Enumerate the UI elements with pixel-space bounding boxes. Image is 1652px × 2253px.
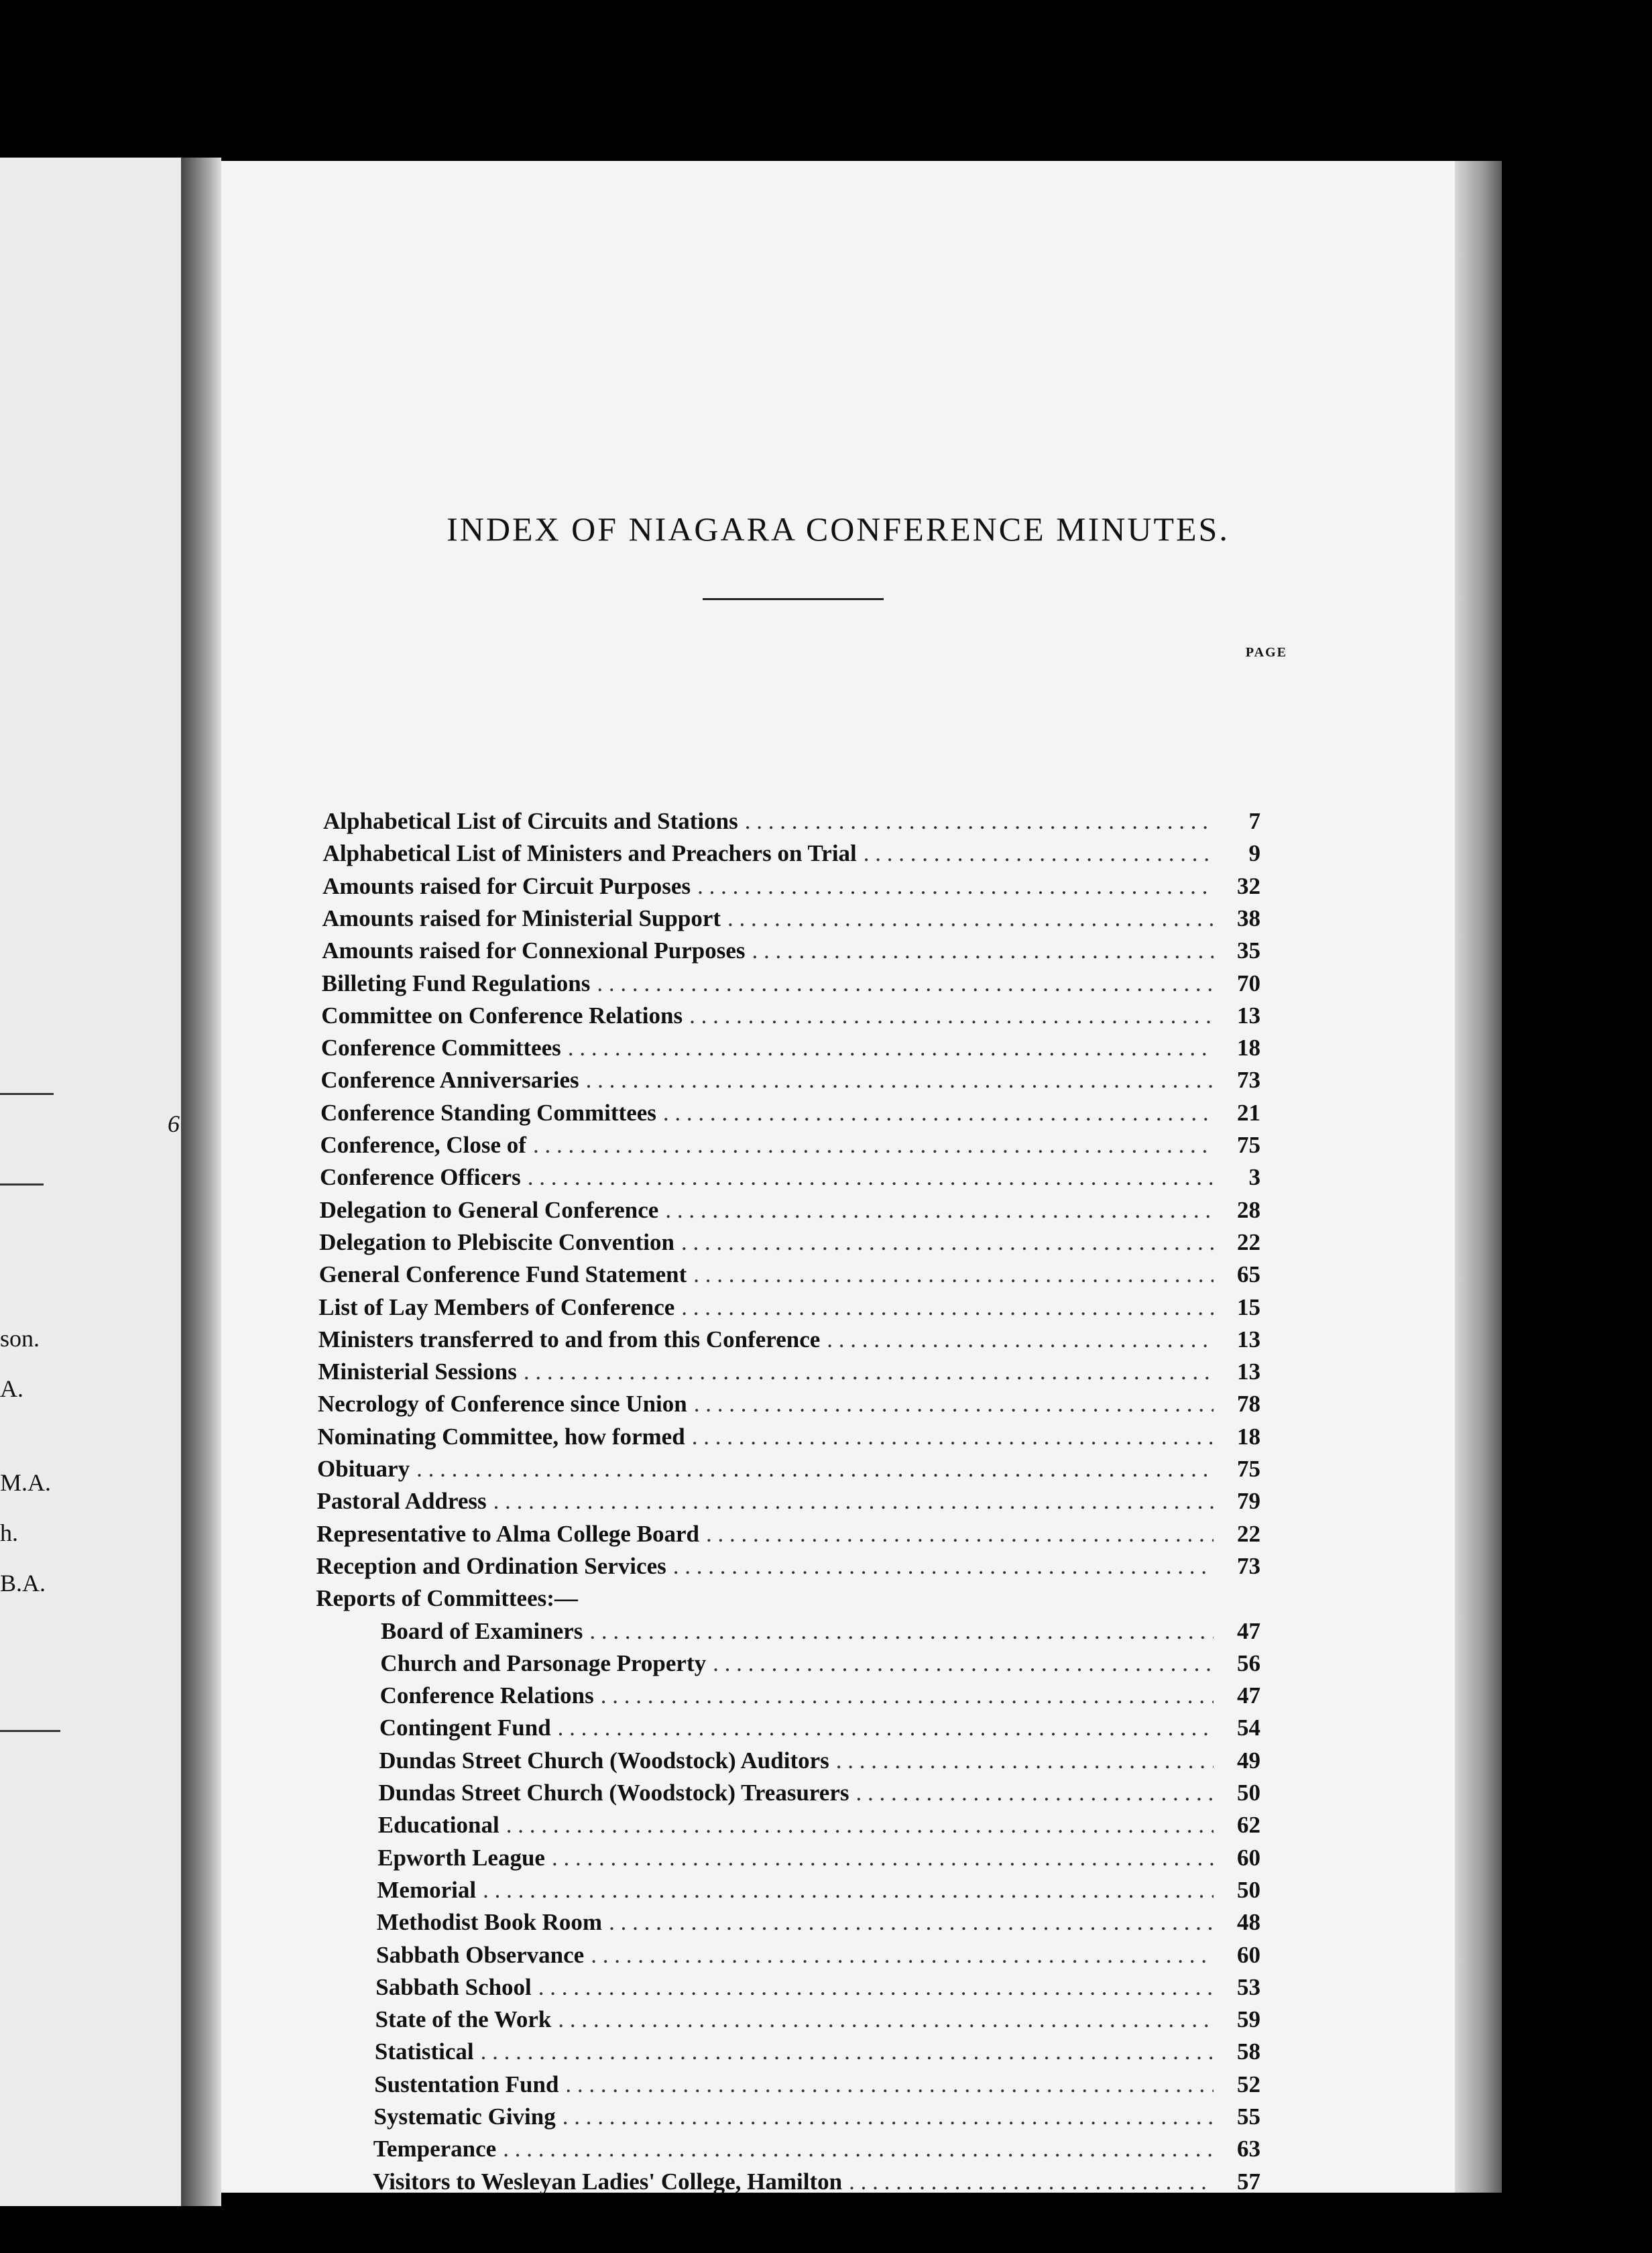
index-entry-label: Committee on Conference Relations	[321, 1002, 683, 1029]
index-entry-label: Amounts raised for Connexional Purposes	[322, 937, 746, 964]
index-entry	[320, 1100, 1260, 1131]
index-entry-page: 38	[1236, 905, 1260, 931]
index-entry-page: 63	[1236, 2136, 1260, 2162]
index-entry-label: Conference Relations	[379, 1682, 594, 1709]
dot-leader	[589, 1618, 1214, 1645]
index-entry-page: 13	[1236, 1359, 1260, 1385]
index-entry	[319, 1229, 1260, 1260]
book-gutter	[181, 158, 221, 2206]
dot-leader	[665, 1197, 1214, 1224]
page-edge	[1455, 161, 1502, 2193]
index-entry-label: Amounts raised for Ministerial Support	[322, 905, 721, 931]
dot-leader	[416, 1456, 1214, 1483]
index-entry	[379, 1747, 1260, 1778]
index-entry	[321, 1002, 1260, 1033]
index-entry	[320, 1067, 1260, 1098]
index-list	[221, 161, 1455, 2193]
index-entry-label: Ministerial Sessions	[318, 1359, 517, 1385]
dot-leader	[503, 2136, 1214, 2162]
index-entry-page: 47	[1237, 1617, 1260, 1644]
dot-leader	[827, 1326, 1214, 1353]
index-entry	[377, 1877, 1260, 1908]
index-entry-label: Methodist Book Room	[376, 1909, 603, 1936]
index-entry-page: 49	[1236, 1747, 1260, 1774]
index-entry-page: 60	[1236, 1844, 1260, 1871]
index-entry	[375, 2038, 1260, 2069]
index-entry-label: Systematic Giving	[373, 2103, 556, 2130]
index-entry	[318, 1391, 1260, 1422]
index-entry	[380, 1650, 1260, 1681]
index-entry	[380, 1682, 1260, 1713]
index-entry-page: 59	[1236, 2006, 1260, 2033]
index-entry-label: Educational	[377, 1812, 499, 1839]
index-entry-page: 78	[1236, 1391, 1260, 1418]
index-entry-page: 75	[1237, 1132, 1260, 1158]
index-entry-page: 18	[1236, 1035, 1260, 1061]
dot-leader	[673, 1553, 1214, 1580]
index-entry-page: 21	[1236, 1099, 1260, 1126]
index-entry-page: 28	[1236, 1196, 1260, 1223]
index-entry-label: Contingent Fund	[379, 1715, 551, 1741]
dot-leader	[727, 905, 1214, 932]
index-entry	[318, 1294, 1260, 1325]
dot-leader	[533, 1132, 1214, 1159]
index-entry-label: Epworth League	[377, 1844, 545, 1871]
dot-leader	[681, 1294, 1214, 1321]
facing-page-rule	[0, 1093, 54, 1095]
index-entry	[322, 905, 1260, 936]
dot-leader	[493, 1488, 1214, 1515]
index-entry-page: 50	[1237, 1780, 1260, 1806]
dot-leader	[706, 1521, 1214, 1548]
index-entry	[320, 1132, 1261, 1163]
index-entry-label: General Conference Fund Statement	[318, 1261, 687, 1288]
dot-leader	[483, 1877, 1214, 1904]
index-entry-label: Sabbath Observance	[376, 1941, 585, 1968]
index-entry-page: 7	[1248, 808, 1260, 834]
index-entry-label: Dundas Street Church (Woodstock) Treasurers	[378, 1780, 849, 1806]
index-entry-page: 22	[1236, 1520, 1260, 1547]
index-entry	[377, 1845, 1260, 1875]
index-entry-page: 65	[1236, 1261, 1260, 1288]
index-entry-label: Necrology of Conference since Union	[317, 1391, 687, 1418]
index-entry-label: Delegation to General Conference	[319, 1196, 659, 1223]
dot-leader	[528, 1164, 1214, 1191]
dot-leader	[565, 2071, 1214, 2098]
index-entry	[317, 1456, 1260, 1487]
facing-page-fragment: M.A.	[0, 1469, 52, 1496]
page-title: INDEX OF NIAGARA CONFERENCE MINUTES.	[447, 510, 1230, 548]
index-entry-label: Conference Officers	[320, 1164, 521, 1191]
dot-leader	[568, 1035, 1214, 1061]
index-entry	[375, 1974, 1260, 2005]
dot-leader	[692, 1424, 1214, 1450]
index-entry-label: Nominating Committee, how formed	[317, 1423, 685, 1450]
index-entry-page: 75	[1237, 1456, 1260, 1482]
index-entry	[322, 873, 1260, 904]
dot-leader	[856, 1780, 1214, 1806]
index-entry	[316, 1553, 1260, 1584]
index-entry	[377, 1909, 1260, 1940]
index-entry-label: List of Lay Members of Conference	[318, 1293, 675, 1320]
index-entry	[374, 2071, 1260, 2102]
index-entry-label: Alphabetical List of Circuits and Stations	[323, 808, 738, 834]
dot-leader	[563, 2103, 1214, 2130]
index-entry-label: Church and Parsonage Property	[380, 1650, 707, 1676]
dot-leader	[597, 970, 1214, 997]
index-entry-label: Representative to Alma College Board	[316, 1520, 700, 1547]
index-entry-page: 13	[1236, 1002, 1260, 1029]
dot-leader	[745, 808, 1214, 835]
index-entry	[374, 2103, 1261, 2134]
facing-page-fragment: h.	[0, 1519, 18, 1546]
dot-leader	[836, 1747, 1214, 1774]
index-entry-page: 50	[1236, 1876, 1260, 1903]
index-entry-page: 73	[1236, 1067, 1260, 1094]
index-entry-page: 15	[1237, 1293, 1260, 1320]
index-entry-page: 54	[1236, 1715, 1260, 1741]
index-entry-label: Conference Anniversaries	[320, 1067, 579, 1094]
index-entry	[323, 808, 1260, 839]
page-column-heading: PAGE	[1245, 645, 1287, 660]
index-entry-page: 56	[1236, 1650, 1260, 1676]
index-entry	[319, 1261, 1260, 1292]
index-entry	[379, 1715, 1260, 1745]
index-entry-label: Memorial	[377, 1876, 477, 1903]
index-entry	[322, 970, 1260, 1001]
dot-leader	[713, 1650, 1214, 1677]
index-entry-label: Obituary	[317, 1456, 410, 1482]
index-entry-page: 3	[1248, 1164, 1260, 1191]
dot-leader	[586, 1067, 1214, 1094]
facing-page-fragment: B.A.	[0, 1570, 46, 1597]
index-entry	[316, 1521, 1260, 1552]
dot-leader	[609, 1909, 1214, 1936]
index-entry-page: 62	[1236, 1812, 1260, 1839]
facing-page-rule	[0, 1730, 60, 1732]
index-entry-page: 47	[1236, 1682, 1260, 1709]
dot-leader	[558, 1715, 1214, 1741]
dot-leader	[524, 1359, 1214, 1385]
index-entry	[320, 1164, 1260, 1195]
index-entry-page: 48	[1236, 1909, 1260, 1936]
index-entry	[321, 1035, 1260, 1065]
dot-leader	[864, 840, 1214, 867]
dot-leader	[552, 1845, 1214, 1871]
index-entry-page: 79	[1236, 1488, 1260, 1515]
index-entry-label: Visitors to Wesleyan Ladies' College, Hamilton	[373, 2168, 843, 2195]
index-entry	[320, 1197, 1260, 1228]
index-entry	[381, 1618, 1260, 1649]
dot-leader	[693, 1261, 1214, 1288]
index-entry-label: Sabbath School	[375, 1973, 532, 2000]
dot-leader	[601, 1682, 1214, 1709]
dot-leader	[558, 2006, 1214, 2033]
index-entry-page: 52	[1236, 2071, 1260, 2097]
dot-leader	[697, 873, 1214, 900]
dot-leader	[681, 1229, 1214, 1256]
facing-page-fragment: son.	[0, 1325, 40, 1352]
dot-leader	[481, 2038, 1214, 2065]
index-entry-page: 73	[1236, 1552, 1260, 1579]
index-entry	[322, 937, 1260, 968]
facing-page-margin-mark: 6	[168, 1110, 180, 1137]
dot-leader	[506, 1812, 1214, 1839]
index-entry-page: 9	[1248, 840, 1260, 867]
facing-page	[0, 158, 181, 2206]
index-entry-label: Conference Committees	[320, 1035, 561, 1061]
dot-leader	[538, 1974, 1214, 2001]
dot-leader	[663, 1100, 1214, 1126]
index-entry-page: 55	[1237, 2103, 1260, 2130]
index-entry-label: Reception and Ordination Services	[316, 1552, 666, 1579]
index-entry-label: Board of Examiners	[381, 1617, 583, 1644]
index-entry	[318, 1326, 1260, 1357]
index-entry	[378, 1812, 1260, 1843]
index-entry-page: 60	[1237, 1941, 1260, 1968]
dot-leader	[694, 1391, 1214, 1418]
index-entry	[379, 1780, 1261, 1810]
index-entry	[376, 1942, 1260, 1973]
index-entry-page: 70	[1237, 970, 1260, 996]
index-entry	[373, 2169, 1260, 2199]
index-entry	[317, 1424, 1260, 1454]
reports-heading: Reports of Committees:—	[316, 1585, 578, 1612]
index-entry-page: 22	[1236, 1228, 1260, 1255]
index-entry-label: Conference Standing Committees	[320, 1099, 656, 1126]
dot-leader	[752, 937, 1214, 964]
facing-page-fragment: A.	[0, 1375, 23, 1402]
index-entry-page: 58	[1236, 2038, 1260, 2065]
facing-page-rule	[0, 1183, 44, 1186]
index-entry-page: 13	[1236, 1326, 1260, 1352]
index-entry-label: Amounts raised for Circuit Purposes	[322, 872, 691, 899]
index-entry-label: Pastoral Address	[316, 1488, 487, 1515]
index-entry	[373, 2136, 1260, 2167]
index-entry-label: Temperance	[373, 2136, 497, 2162]
index-entry-label: Sustentation Fund	[374, 2071, 559, 2097]
index-entry-label: Billeting Fund Regulations	[321, 970, 591, 996]
index-entry	[318, 1359, 1260, 1389]
index-entry-page: 53	[1236, 1973, 1260, 2000]
index-entry-page: 57	[1236, 2168, 1260, 2195]
index-page	[221, 161, 1455, 2193]
index-entry-label: State of the Work	[375, 2006, 552, 2033]
index-entry-page: 18	[1236, 1423, 1260, 1450]
index-entry	[323, 840, 1260, 871]
index-entry-page: 35	[1236, 937, 1260, 964]
dot-leader	[849, 2169, 1214, 2195]
index-entry-label: Conference, Close of	[320, 1132, 526, 1158]
dot-leader	[591, 1942, 1214, 1969]
index-entry-page: 32	[1236, 872, 1260, 899]
index-entry-label: Dundas Street Church (Woodstock) Auditors	[379, 1747, 829, 1774]
index-entry	[375, 2006, 1260, 2037]
index-entry-label: Statistical	[374, 2038, 474, 2065]
index-entry-label: Ministers transferred to and from this Conference	[318, 1326, 821, 1352]
index-entry-label: Delegation to Plebiscite Convention	[319, 1228, 674, 1255]
index-entry-label: Alphabetical List of Ministers and Preachers on Trial	[322, 840, 857, 867]
index-entry	[317, 1488, 1260, 1519]
dot-leader	[689, 1002, 1214, 1029]
